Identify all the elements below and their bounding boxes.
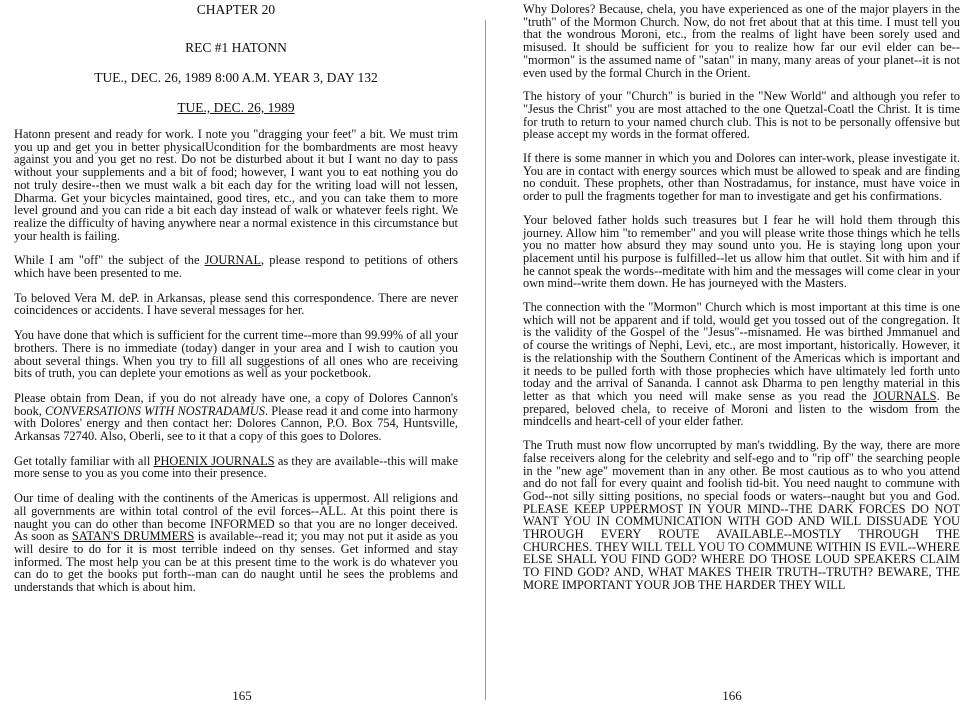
- journal-title: JOURNALS: [873, 388, 937, 403]
- paragraph: If there is some manner in which you and Dolores can inter-work, please investigate it. You are in contact with energy sources which must be allowed to speak and are finding no conduit. These prophets, other than Nostradamus, for instance, must have voice in order to pull the fragments together for man to investigate and get his confirmations.: [523, 151, 960, 204]
- paragraph: Why Dolores? Because, chela, you have experienced as one of the major players in the "truth" of the Mormon Church. Now, do not fret about that at this time. I must tell you that the wondrous Moroni, etc., from the realms of light have been sorely used and misused. It should be sufficient for you to realize how far our evil elder can be--"mormon" is the assumed name of "satan" in many, many areas of your planet--it is not even used by the formal Church in the Orient.: [523, 2, 960, 80]
- paragraph: Please obtain from Dean, if you do not already have one, a copy of Dolores Cannon's book, CONVERSATIONS WITH NOSTRADAMUS. Please read it and come into harmony with Dolores' energy and then contact her: Dolores Cannon, P.O. Box 754, Huntsville, Arkansas 72740. Also, Oberli, see to it that a copy of this goes to Dolores.: [14, 390, 458, 444]
- right-page: [490, 0, 974, 712]
- paragraph: Our time of dealing with the continents of the Americas is uppermost. All religions and all governments are within total control of the evil forces--ALL. At this point there is naught you can do other than become INFORMED so that you are no longer deceived. As soon as SATAN'S DRUMMERS is available--read it; you may not put it aside as you will desire to do for it is most terrible indeed on thy senses. Get informed and stay informed. The most help you can be at this present time to the work is do whatever you can do to get the books put forth--man can do naught until he sees the problems and understands that which is about him.: [14, 491, 458, 595]
- page-number: 166: [722, 688, 742, 703]
- paragraph: While I am "off" the subject of the JOURNAL, please respond to petitions of others which have been presented to me.: [14, 253, 458, 281]
- book-title: CONVERSATIONS WITH NOSTRADAMUS: [45, 403, 265, 418]
- journal-title: PHOENIX JOURNALS: [153, 453, 275, 468]
- paragraph: Hatonn present and ready for work. I note you "dragging your feet" a bit. We must trim you up and get you in better physicalUcondition for the bombardments are most heavy against you and you get no rest. Do not be disturbed about it but I want no day to pass without your supplements and a bit of food; however, I want you to eat nothing you do not truly desire--then we must walk a bit each day for the writing load will not lessen, Dharma. Get your bicycles maintained, good tires, etc., and you can take them to more level ground and you can ride a bit each day instead of walk or whatever feels right. We realize the difficulty of having anywhere near a normal existence in this circumstance but your health is failing.: [14, 127, 458, 243]
- page-gutter: [485, 20, 486, 700]
- paragraph: Get totally familiar with all PHOENIX JOURNALS as they are available--this will make more sense to you as you come into their presence.: [14, 453, 458, 481]
- paragraph: You have done that which is sufficient for the current time--more than 99.99% of all your brothers. There is no immediate (today) danger in your area and I wish to caution you about several things. When you try to fill all suggestions of all ones who are receiving bits of truth, you can deplete your emotions as well as your pocketbook.: [14, 328, 458, 381]
- page-number: 165: [232, 688, 252, 703]
- left-page: [0, 0, 484, 712]
- paragraph: The history of your "Church" is buried in the "New World" and although you refer to "Jesus the Christ" you are most attached to the one Quetzal-Coatl the Christ. It is time for truth to return to your named church club. This is not to be personally offensive but please accept my words in the format offered.: [523, 89, 960, 142]
- chapter-heading: CHAPTER 20: [196, 2, 276, 17]
- book-title: SATAN'S DRUMMERS: [71, 529, 195, 544]
- paragraph: Your beloved father holds such treasures but I fear he will hold them through this journey. Allow him "to remember" and you will please write those things which he tells you no matter how absurd they may sound unto you. He is staying long upon your placement until his purpose is fulfilled--let us allow him that outlet. Sit with him and if he cannot speak the words--meditate with him and the messages will come clear in your own mind--write them down. He has journeyed with the Masters.: [523, 212, 960, 291]
- rec-heading: REC #1 HATONN: [185, 40, 287, 55]
- journal-title: JOURNAL: [204, 253, 262, 268]
- underlined-date: TUE., DEC. 26, 1989: [177, 100, 295, 115]
- paragraph: The Truth must now flow uncorrupted by man's twiddling. By the way, there are more false receivers along for the celebrity and self-ego and to "rip off" the searching people in the "new age" movement than in any other. Be most cautious as to who you attend and do not fall for every quaint and foolish tid-bit. You need naught to commune with God--not silly sitting positions, no special foods or waters--naught but you and God. PLEASE KEEP UPPERMOST IN YOUR MIND--THE DARK FORCES DO NOT WANT YOU IN COMMUNICATION WITH GOD AND WILL DISSUADE YOU THROUGH EVERY ROUTE AVAILABLE--MOSTLY THROUGH THE CHURCHES. THEY WILL TELL YOU TO COMMUNE WITHIN IS EVIL--WHERE ELSE SHALL YOU FIND GOD? WHERE DO THOSE LOUD SPEAKERS CLAIM TO FIND GOD? AND, WHAT MAKES THEIR TRUTH--TRUTH? BEWARE, THE MORE IMPORTANT YOUR JOB THE HARDER THEY WILL: [523, 438, 960, 592]
- paragraph: To beloved Vera M. deP. in Arkansas, please send this correspondence. There are never coincidences or accidents. I have several messages for her.: [14, 290, 458, 318]
- date-line: TUE., DEC. 26, 1989 8:00 A.M. YEAR 3, DAY 132: [94, 70, 378, 85]
- paragraph: The connection with the "Mormon" Church which is most important at this time is one which will not be apparent and if told, would get you tossed out of the congregation. It is the validity of the Gospel of the "Jesus"--misnamed. He was birthed Jmmanuel and of course the writings of Nephi, Levi, etc., are most important, historically. However, it is the relationship with the Southern Continent of the Americas which is important and it needs to be pulled forth with those prophecies which have ultimately led forth unto today and the arrival of Sananda. I cannot ask Dharma to pen lengthy material in this letter as that which you need will make sense as you read the JOURNALS. Be prepared, beloved chela, to receive of Moroni and listen to the wisdom from the mindcells and heart-cell of your elder father.: [523, 300, 960, 429]
